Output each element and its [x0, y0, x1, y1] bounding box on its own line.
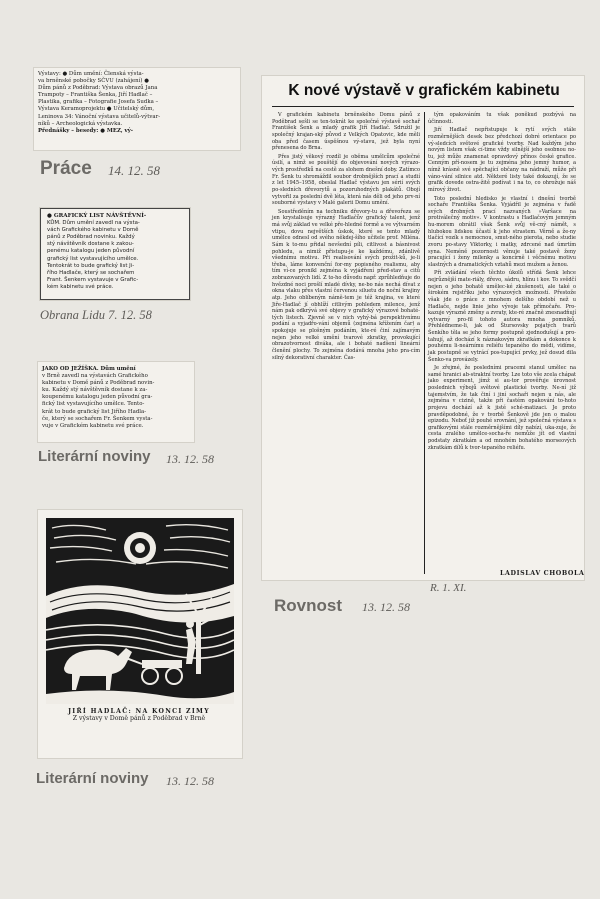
- article-main: [262, 76, 584, 580]
- clip2-line: Frant. Šenkem vystavuje v Grafic-: [47, 276, 139, 283]
- article-paragraph: Toto poslední hledisko je vlastní i dnešní tvorbě sochaře Františka Šenka. Vyjádřil je zejména v řadě svých drobných prací nazvaných »Varšace na protiválečný motiv«. V kontrastu s Hadlačovým jemným hu-morem obrátil však Šenk svůj vě-cný námět, s hlubokou lidskou účastí k jeho strastem. Věrně a že-ny tlačící vozík s nemocnou, smut-ného pierota, nebo studie zvoru po-stavy Viktorky, i matky, zdrcené nad úmrtím syna. Neméně pozornosti věnuje také postavě ženy pracující i ženy milenky a koncírně i věčnému motivu slastných a dramatických vztahů mezi mužem a ženou.: [428, 195, 576, 268]
- clip2-line: řího Hadlače, který se sochařem: [47, 269, 135, 276]
- clip2-line: Tentokrát to bude grafický list Ji-: [47, 262, 135, 269]
- woodcut-image: [46, 518, 234, 704]
- clip3-line: če, který se sochařem Fr. Šenkem vysta-: [42, 415, 153, 422]
- clip2-line: stý návštěvník dostane k zakou-: [47, 241, 134, 248]
- clip2-line: ● GRAFICKÝ LIST NÁVŠTĚVNÍ-: [47, 213, 147, 219]
- clip2-line: grafický list vystavujícího umělce.: [47, 255, 139, 262]
- article-paragraph: V grafickém kabinetu brněnského Domu pánů z Poděbrad sešli se ten-tokrát ke společné výstavě sochař František Šenk a mladý grafik Jiří Hadlač. Sdružil je společný krajan-ský původ z Velkých Opatovic, kde měli oba před časem úspěšnou vý-stavu, jež byla nyní přenesena do Brna.: [272, 112, 420, 152]
- handwritten-date: 13. 12. 58: [166, 774, 214, 788]
- article-paragraph: Je zřejmé, že posledními pracemi stanul umělec na samé hranici ab-straktní tvorby. Lze toto vše zcela chápat jako experiment, jímž si au-tor prověřuje úrovnost poslednich výbojů světové plastické tvorby. Ne-ní již tajemstvím, že tak činí i jiní sochaři nejen u nás, ale zejména v cizině, takže při častém opakování to-hoto projevu dochází až k jisté sché-matizaci. Je proto pravděpodobné, že v tvorbě Šenkově jde jen o malou epizodu. Neboť již pouhé srovnání, jež společná výstava s grafikovými stále rozměrnějšími díly nabízí, uka-zuje, že cesta zralého umělce-socha-ře nemůže jít od vlastní podstaty zkratkám a od mnohém bohatého morseových zkratkám dílů k tvor-tepaného reliéfu.: [428, 365, 576, 451]
- handwritten-date: 13. 12. 58: [362, 600, 410, 614]
- woodcut-caption: [40, 708, 238, 722]
- clip3-line: v Brně zavedl na výstavách Grafického: [42, 373, 148, 380]
- clip1-line: Leninova 34: Vánoční výstava učitelů-výtvar-: [38, 113, 161, 120]
- clip3-line: vuje v Grafickém kabinetu své práce.: [42, 422, 144, 429]
- clipping-exhibitions: [34, 68, 240, 150]
- article-paragraph: Jiří Hadlač nepřistupuje k rytí svých stále rozměrnějších desek bez předchozí dobré orientace po vý-sledcích světové grafické tvorby. Nad každým jeho novým listem však cí-time vždy silnější jeho osobnou no-tu, jež může znamenat opravdový přínos české grafice. Cenným pří-nosem je tu zejména jeho jemný humor, a nímž krásně své spěchající občany na nádraží, může při váno-vání silnice atd. Některé listy také dokazují, že se grafik dovede ostra-žitě podívat i na to, co ohrožuje náš mírový život.: [428, 127, 576, 193]
- clip3-line: koupenému katalogu jeden původní gra-: [42, 394, 153, 401]
- article-paragraph: Soustředěním na techniku dřevory-tu a dřevořezu se jen krystalisuje výrazný Hadlačův grafický talent, jenž má svůj základ ve velké pře-hledné formě a ve výtvarném vtipu, dovu největších úskok, které se tento mladý umělce odnesl od svého někdej-šího učitele prof. Miléna. Sám k to-mu přidal nevšední píli, citlivost a básnivost pohledu, a nimiž přistupu-je ke každému, zdánlivě všednímu motivu. Při realisování svých prožit-ků, je-li třeba, láme konvenční for-my popisného realismu, aby tím ví-ce pronikl zejména k vyjádření před-stav a citů zobrazovaných lidí. Z to-ho důvodu např. zprůhledňuje do hvězdné noci prošlí mladé dívky, ne-bo nás nechá dívat z okna vlaku přes vlastní červenou siluetu do noční krajiny atp. Jeho oblíbeným námě-tem je též krajina, ve které Jiře-Hadlač jí obhlíží citlivým pohledem milence, jenž nám pak odkrývá své objevy v grafický výrazové bohaté-tých listech. Zjevně se v nich vyhý-bá perspektivnímu podání a vyjadřo-vání objemů (zejména křížením čar) a spokojuje se plošným podáním, kte-ré činí zajímavým nejen jeho velké umění tvarové zkratky, provokující obrazotvornost diváka, ale i bohaté nadšení lineární členění plochy. To zejména dodává mnoha jeho pra-cím silný dekorativní charakter. Čas-: [272, 208, 420, 361]
- title-rule: [272, 106, 574, 107]
- article-title: K nové výstavě v grafickém kabinetu: [288, 82, 560, 99]
- clip2-line: kém kabinetu své práce.: [47, 283, 114, 290]
- source-label-literarni-noviny-2: Literární noviny: [36, 770, 149, 787]
- clip2-line: vách Grafického kabinetu v Domě: [47, 227, 139, 234]
- clip1-line: Přednášky – besedy: ● MEZ, vý-: [38, 127, 134, 134]
- caption-subtitle: Z výstavy v Domě pánů z Poděbrad v Brně: [72, 715, 206, 722]
- clip3-line: JAKO OD JEŽÍŠKA. Dům umění: [42, 366, 136, 372]
- clip3-line: krát to bude grafický list Jiřího Hadla-: [42, 408, 147, 415]
- clip3-line: ku. Každý stý návštěvník dostane k za-: [42, 387, 148, 394]
- clip1-line: Výstavy: ● Dům umění: Členská výsta-: [38, 71, 144, 77]
- clip1-line: va brněnské pobočky SČVU (zahájení) ●: [38, 78, 149, 85]
- clip1-line: Plastika, grafika – Fotografie Josefa Sudka –: [38, 99, 159, 106]
- handwritten-date: 14. 12. 58: [108, 163, 160, 178]
- clip1-line: níků – Archeologická výstavka.: [38, 120, 123, 127]
- article-paragraph: Přes jistý věkový rozdíl je oběma umělcům společné úsilí, a nimž se pouštějí do objevování nových výrazo-vých prostředků na cestě za slohem dnešní doby. Zatímco Fr. Šenk tu shromáždil soubor drobnějších prací a studií z let 1945–1958, obeslal Hadlač výstavu jen sérií svých po-sledních dřevorytů a pozoruhodných plakátů. Obojí vytvořil za poslední dvě léta, která nás děli od jeho prv-ní souborné výstavy v Malé galerii Domu umění.: [272, 153, 420, 207]
- clip2-line: KŮM. Dům umění zavedl na výsta-: [47, 220, 140, 227]
- clipping-jako-od-jeziska: [38, 362, 194, 442]
- woodcut-artwork: [46, 518, 234, 704]
- article-column-right: [428, 112, 576, 453]
- article-column-left: [272, 112, 420, 363]
- column-rule: [424, 112, 425, 574]
- handwritten-date: 13. 12. 58: [166, 452, 214, 466]
- article-signature: LADISLAV CHOBOLA: [500, 570, 585, 577]
- clip3-line: fický list vystavujícího umělce. Tento-: [42, 401, 145, 408]
- source-label-prace: Práce: [40, 158, 92, 179]
- clipping-graficky-list: [40, 208, 190, 300]
- handwritten-mark: R. 1. XI.: [430, 582, 467, 594]
- clip2-line: pánů z Poděbrad novinku. Každý: [47, 234, 135, 241]
- source-label-literarni-noviny: Literární noviny: [38, 448, 151, 465]
- handwritten-source-obrana-lidu: Obrana Lidu 7. 12. 58: [40, 308, 152, 322]
- clip3-line: kabinetu v Domě pánů z Poděbrad novin-: [42, 380, 155, 387]
- clip1-line: Výstava Keramoprojektu ● Učitelský dům,: [38, 106, 155, 113]
- clip2-line: penému katalogu jeden původní: [47, 248, 135, 255]
- article-paragraph: Při zvládání všech těchto úkolů střídá Šenk lehce nejrůznější mate-riály, dřevo, sádru, hlínu i kov. To svědčí nejen o jeho bohatě umělec-ké zkušenosti, ale také o širokém rejstříku jeho výrazových možností. Přestože však jde o práce z mnohem delšího období než u Hadlače, nejde linie jeho vývoje tak přímočaře. Pro-kazuje výrazně změny a zvraty, kte-ré značně znesnadňují vytvarný pro-fil tohoto autora mnoha pomníků. Přehlédneme-li, jak od Štursovsky pojatých tvarů Šenkího těla se jeho formy postupně zjednodušují a pro-tahují, až dochází k náznakovým zkratkám a dokonce k pouhému li-neárnímu reliéfu tepaného do mědi, vidíme, jak postupně se vytrácí pos-tupující prvky, jež dosud dila Šenko-va provázely.: [428, 270, 576, 363]
- source-label-rovnost: Rovnost: [274, 596, 342, 615]
- clip1-line: Trampoty – Františka Šenka, Jiří Hadlač –: [38, 92, 153, 99]
- clip1-line: Dům pánů z Poděbrad: Výstava obrazů Jana: [38, 85, 158, 92]
- article-paragraph: tým opakováním tu však poněkud pozbývá na účinnosti.: [428, 112, 576, 125]
- caption-title: JIŘÍ HADLAČ: NA KONCI ZIMY: [68, 708, 210, 715]
